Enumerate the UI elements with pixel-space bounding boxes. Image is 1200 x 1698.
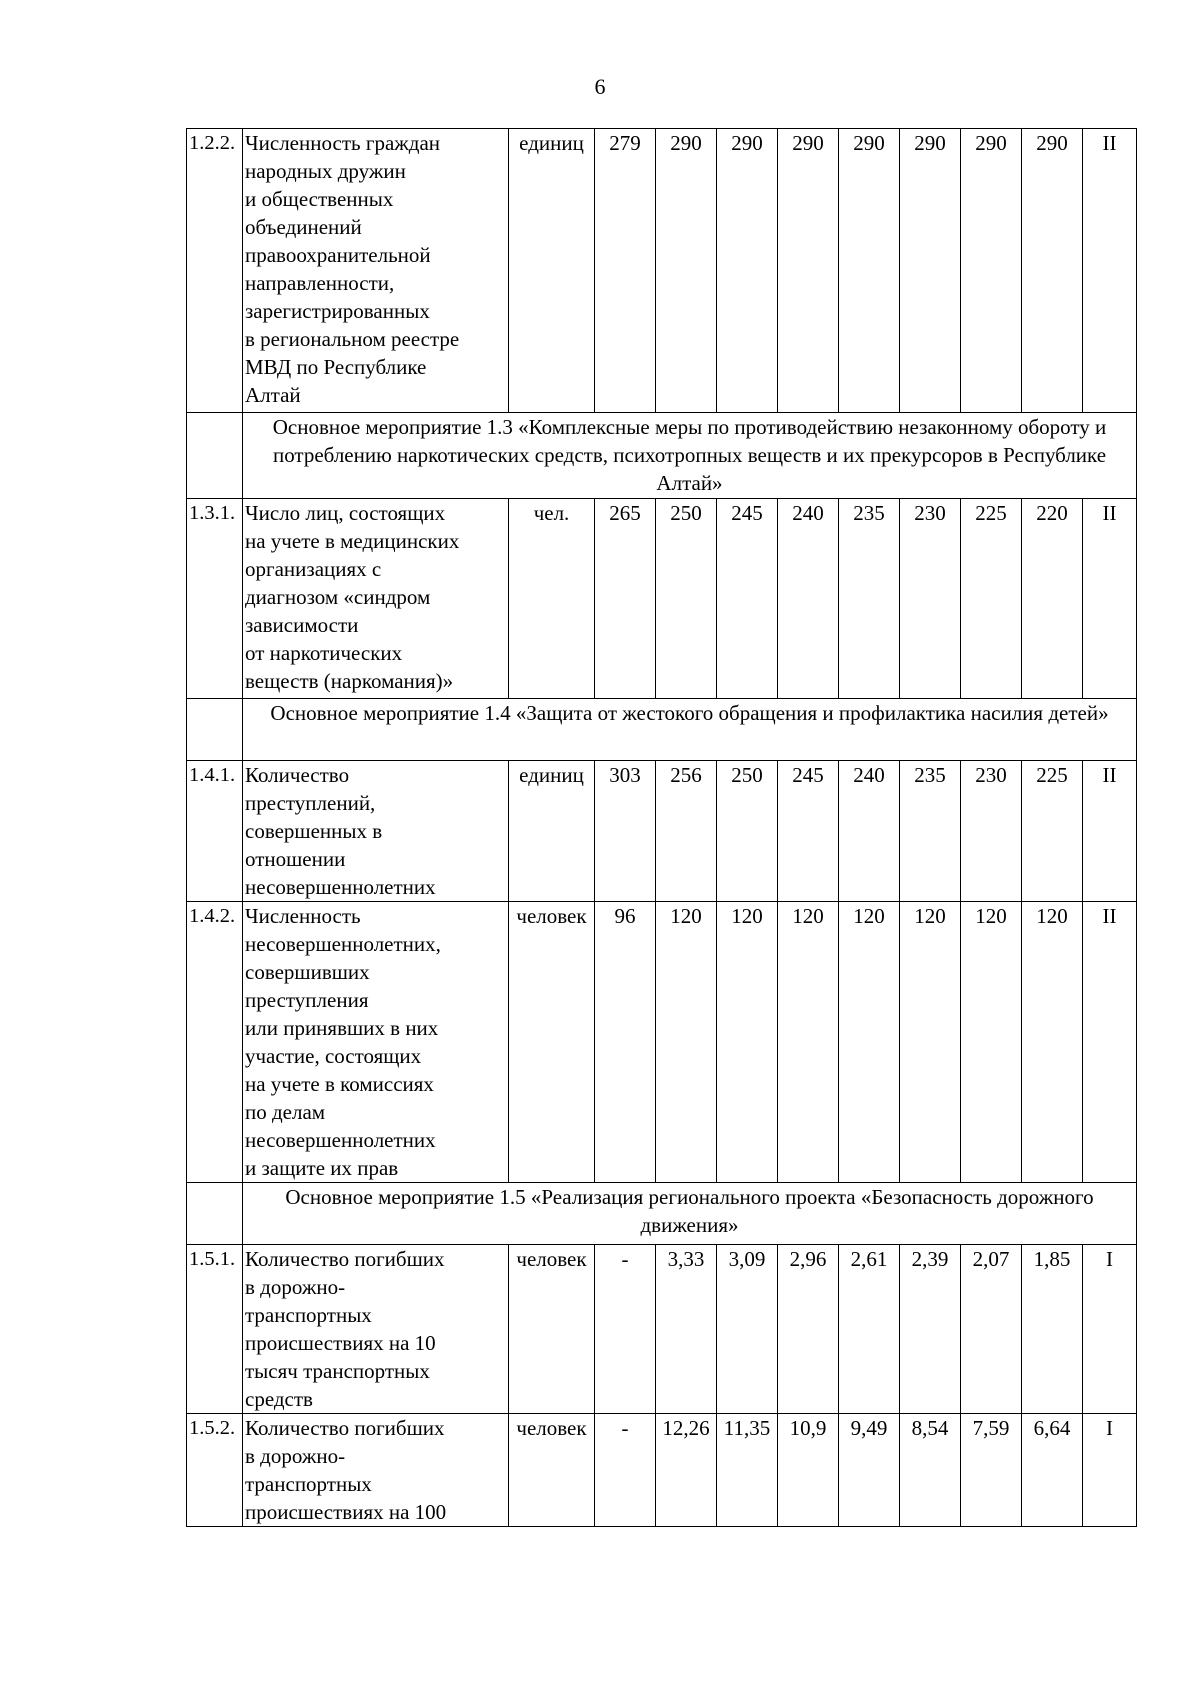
indicator-value: 279: [595, 129, 656, 413]
section-number-cell: [187, 1183, 243, 1245]
indicator-name-line: несовершеннолетних,: [245, 932, 441, 956]
indicator-name-line: зависимости: [245, 613, 359, 637]
indicator-value: -: [595, 1414, 656, 1527]
indicator-name-line: происшествиях на 10: [245, 1331, 436, 1355]
indicator-value: 96: [595, 902, 656, 1183]
indicator-value: 290: [778, 129, 839, 413]
indicator-value: 120: [900, 902, 961, 1183]
indicator-name: [243, 499, 509, 699]
indicator-name-line: и защите их прав: [245, 1156, 399, 1180]
table-body: [187, 129, 1137, 1527]
indicator-name-line: Количество погибших: [245, 1416, 445, 1440]
indicator-number: 1.3.1.: [187, 499, 243, 699]
section-title: Основное мероприятие 1.5 «Реализация регионального проекта «Безопасность дорожного движения»: [243, 1183, 1137, 1245]
indicator-name-line: Алтай: [245, 383, 301, 407]
indicator-name-line: совершивших: [245, 960, 370, 984]
indicator-name-line: отношении: [245, 847, 346, 871]
indicator-unit: человек: [509, 1245, 595, 1414]
indicator-number: 1.5.2.: [187, 1414, 243, 1527]
indicator-name-line: транспортных: [245, 1472, 372, 1496]
indicator-source: II: [1083, 499, 1137, 699]
indicator-unit: единиц: [509, 761, 595, 902]
indicator-value: 9,49: [839, 1414, 900, 1527]
indicator-name-line: на учете в комиссиях: [245, 1072, 434, 1096]
indicator-value: 220: [1022, 499, 1083, 699]
indicator-name-line: диагнозом «синдром: [245, 585, 431, 609]
indicator-value: 250: [656, 499, 717, 699]
indicators-table: [186, 128, 1137, 1527]
indicator-value: 120: [717, 902, 778, 1183]
indicator-name-line: или принявших в них: [245, 1016, 439, 1040]
indicator-value: 2,07: [961, 1245, 1022, 1414]
indicator-unit: чел.: [509, 499, 595, 699]
indicator-value: 10,9: [778, 1414, 839, 1527]
indicator-number: 1.2.2.: [187, 129, 243, 413]
indicator-name-line: правоохранительной: [245, 243, 431, 267]
indicator-value: 2,39: [900, 1245, 961, 1414]
indicator-name: [243, 129, 509, 413]
indicator-name-line: несовершеннолетних: [245, 875, 436, 899]
indicator-name-line: объединений: [245, 215, 362, 239]
indicator-name: [243, 1414, 509, 1527]
indicator-name: [243, 902, 509, 1183]
indicator-value: 6,64: [1022, 1414, 1083, 1527]
section-row: [187, 413, 1137, 499]
indicator-value: 290: [839, 129, 900, 413]
indicator-name-line: несовершеннолетних: [245, 1128, 436, 1152]
indicator-value: 2,61: [839, 1245, 900, 1414]
section-number-cell: [187, 413, 243, 499]
indicator-number: 1.4.1.: [187, 761, 243, 902]
indicator-name-line: народных дружин: [245, 159, 406, 183]
indicator-value: 225: [961, 499, 1022, 699]
indicator-name-line: и общественных: [245, 187, 394, 211]
indicator-value: 245: [717, 499, 778, 699]
indicator-name-line: преступления: [245, 988, 369, 1012]
indicator-row: [187, 1414, 1137, 1527]
indicator-name-line: веществ (наркомания)»: [245, 669, 454, 693]
section-number-cell: [187, 699, 243, 761]
section-title: Основное мероприятие 1.3 «Комплексные меры по противодействию незаконному обороту и потреблению наркотических средств, психотропных веществ и их прекурсоров в Республике Алтай»: [243, 413, 1137, 499]
indicator-value: 235: [900, 761, 961, 902]
indicator-name-line: по делам: [245, 1100, 326, 1124]
indicator-name-line: Количество: [245, 763, 350, 787]
indicator-row: [187, 761, 1137, 902]
indicator-name-line: зарегистрированных: [245, 299, 430, 323]
indicator-name-line: в дорожно-: [245, 1444, 346, 1468]
indicator-name-line: организациях с: [245, 557, 382, 581]
indicator-value: 120: [778, 902, 839, 1183]
indicator-name-line: тысяч транспортных: [245, 1359, 430, 1383]
indicator-value: 250: [717, 761, 778, 902]
indicator-source: II: [1083, 761, 1137, 902]
indicator-value: 240: [839, 761, 900, 902]
indicator-value: 11,35: [717, 1414, 778, 1527]
indicator-number: 1.4.2.: [187, 902, 243, 1183]
indicator-name-line: от наркотических: [245, 641, 403, 665]
indicator-value: 1,85: [1022, 1245, 1083, 1414]
indicator-row: [187, 499, 1137, 699]
indicator-value: 230: [961, 761, 1022, 902]
indicator-row: [187, 1245, 1137, 1414]
section-row: [187, 1183, 1137, 1245]
indicator-name-line: в дорожно-: [245, 1275, 346, 1299]
indicator-unit: единиц: [509, 129, 595, 413]
indicator-name-line: происшествиях на 100: [245, 1500, 447, 1524]
indicator-name: [243, 1245, 509, 1414]
indicator-name-line: Численность граждан: [245, 131, 441, 155]
indicator-value: 245: [778, 761, 839, 902]
section-row: [187, 699, 1137, 761]
indicator-name-line: транспортных: [245, 1303, 372, 1327]
page-number: 6: [594, 74, 606, 99]
indicator-value: 3,09: [717, 1245, 778, 1414]
indicator-name-line: на учете в медицинских: [245, 529, 460, 553]
indicator-name-line: преступлений,: [245, 791, 376, 815]
indicator-value: 290: [961, 129, 1022, 413]
indicator-name-line: МВД по Республике: [245, 355, 427, 379]
indicator-value: 120: [839, 902, 900, 1183]
indicator-value: 290: [1022, 129, 1083, 413]
indicator-value: 290: [717, 129, 778, 413]
indicator-value: 8,54: [900, 1414, 961, 1527]
indicator-value: -: [595, 1245, 656, 1414]
indicator-name-line: в региональном реестре: [245, 327, 460, 351]
indicator-number: 1.5.1.: [187, 1245, 243, 1414]
indicator-value: 225: [1022, 761, 1083, 902]
indicator-value: 120: [1022, 902, 1083, 1183]
indicator-name-line: совершенных в: [245, 819, 383, 843]
indicator-value: 235: [839, 499, 900, 699]
indicator-source: II: [1083, 902, 1137, 1183]
indicator-value: 240: [778, 499, 839, 699]
indicator-value: 12,26: [656, 1414, 717, 1527]
indicator-name-line: Численность: [245, 904, 361, 928]
indicator-value: 120: [656, 902, 717, 1183]
indicator-value: 230: [900, 499, 961, 699]
section-title: Основное мероприятие 1.4 «Защита от жестокого обращения и профилактика насилия детей»: [243, 699, 1137, 761]
indicator-name-line: Количество погибших: [245, 1247, 445, 1271]
indicator-value: 3,33: [656, 1245, 717, 1414]
indicator-value: 303: [595, 761, 656, 902]
indicator-name-line: участие, состоящих: [245, 1044, 422, 1068]
indicator-name-line: направленности,: [245, 271, 395, 295]
indicator-unit: человек: [509, 902, 595, 1183]
indicator-source: II: [1083, 129, 1137, 413]
indicator-value: 256: [656, 761, 717, 902]
indicator-row: [187, 902, 1137, 1183]
indicator-name-line: Число лиц, состоящих: [245, 501, 446, 525]
indicator-value: 2,96: [778, 1245, 839, 1414]
indicator-name-line: средств: [245, 1387, 313, 1411]
indicator-value: 120: [961, 902, 1022, 1183]
indicator-name: [243, 761, 509, 902]
indicator-source: I: [1083, 1414, 1137, 1527]
indicator-value: 290: [656, 129, 717, 413]
indicator-value: 290: [900, 129, 961, 413]
indicator-value: 265: [595, 499, 656, 699]
indicator-unit: человек: [509, 1414, 595, 1527]
indicator-source: I: [1083, 1245, 1137, 1414]
indicator-row: [187, 129, 1137, 413]
indicator-value: 7,59: [961, 1414, 1022, 1527]
